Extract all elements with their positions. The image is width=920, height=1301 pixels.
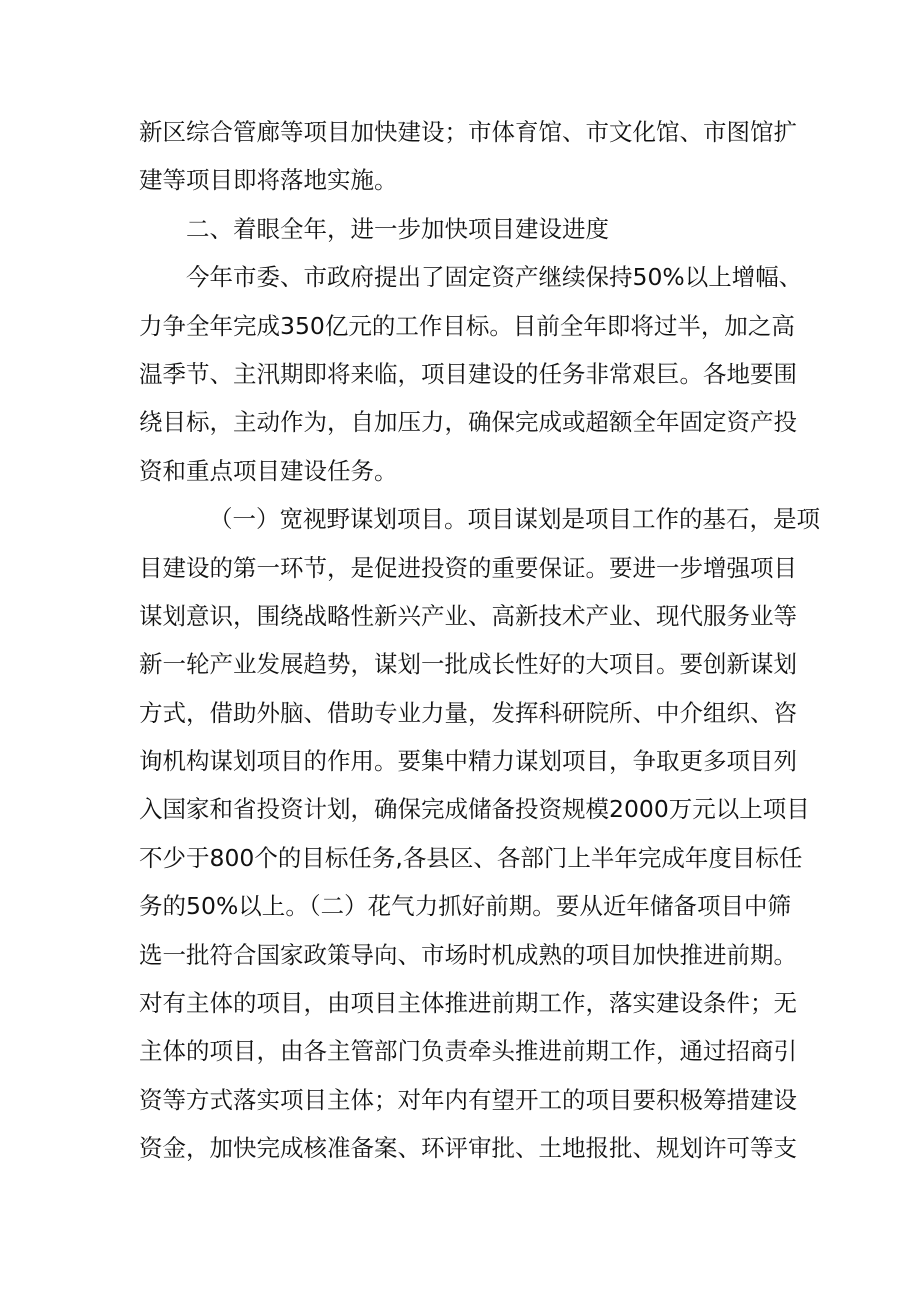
paragraph-3-line-8: 不少于800个的目标任务,各县区、各部门上半年完成年度目标任: [139, 843, 803, 872]
paragraph-2-line-3: 温季节、主汛期即将来临，项目建设的任务非常艰巨。各地要围: [139, 359, 797, 388]
paragraph-1-line-1: 新区综合管廊等项目加快建设；市体育馆、市文化馆、市图馆扩: [139, 118, 797, 146]
paragraph-3-line-10: 选一批符合国家政策导向、市场时机成熟的项目加快推进前期。: [139, 940, 797, 969]
paragraph-3-line-3: 谋划意识，围绕战略性新兴产业、高新技术产业、现代服务业等: [139, 601, 797, 630]
paragraph-1-line-2: 建等项目即将落地实施。: [139, 166, 398, 195]
paragraph-3-line-4: 新一轮产业发展趋势，谋划一批成长性好的大项目。要创新谋划: [139, 650, 797, 679]
paragraph-3-line-1: （一）宽视野谋划项目。项目谋划是项目工作的基石，是项: [209, 505, 820, 534]
paragraph-2-line-5: 资和重点项目建设任务。: [139, 456, 398, 485]
paragraph-3-line-9: 务的50%以上。（二）花气力抓好前期。要从近年储备项目中筛: [139, 892, 791, 921]
paragraph-3-line-7: 入国家和省投资计划，确保完成储备投资规模2000万元以上项目: [139, 795, 810, 824]
paragraph-3-line-12: 主体的项目，由各主管部门负责牵头推进前期工作，通过招商引: [139, 1037, 797, 1066]
paragraph-3-line-14: 资金，加快完成核准备案、环评审批、土地报批、规划许可等支: [139, 1134, 797, 1163]
paragraph-3-line-6: 询机构谋划项目的作用。要集中精力谋划项目，争取更多项目列: [139, 747, 797, 776]
paragraph-3-line-13: 资等方式落实项目主体；对年内有望开工的项目要积极筹措建设: [139, 1085, 797, 1114]
paragraph-2-line-1: 今年市委、市政府提出了固定资产继续保持50%以上增幅、: [186, 263, 803, 292]
paragraph-3-line-5: 方式，借助外脑、借助专业力量，发挥科研院所、中介组织、咨: [139, 698, 797, 727]
section-heading: 二、着眼全年，进一步加快项目建设进度: [186, 214, 609, 243]
paragraph-3-line-11: 对有主体的项目，由项目主体推进前期工作，落实建设条件；无: [139, 989, 797, 1018]
paragraph-3-line-2: 目建设的第一环节，是促进投资的重要保证。要进一步增强项目: [139, 553, 797, 582]
paragraph-2-line-2: 力争全年完成350亿元的工作目标。目前全年即将过半，加之高: [139, 311, 795, 340]
document-body: [139, 108, 820, 1173]
paragraph-2-line-4: 绕目标，主动作为，自加压力，确保完成或超额全年固定资产投: [139, 408, 797, 437]
